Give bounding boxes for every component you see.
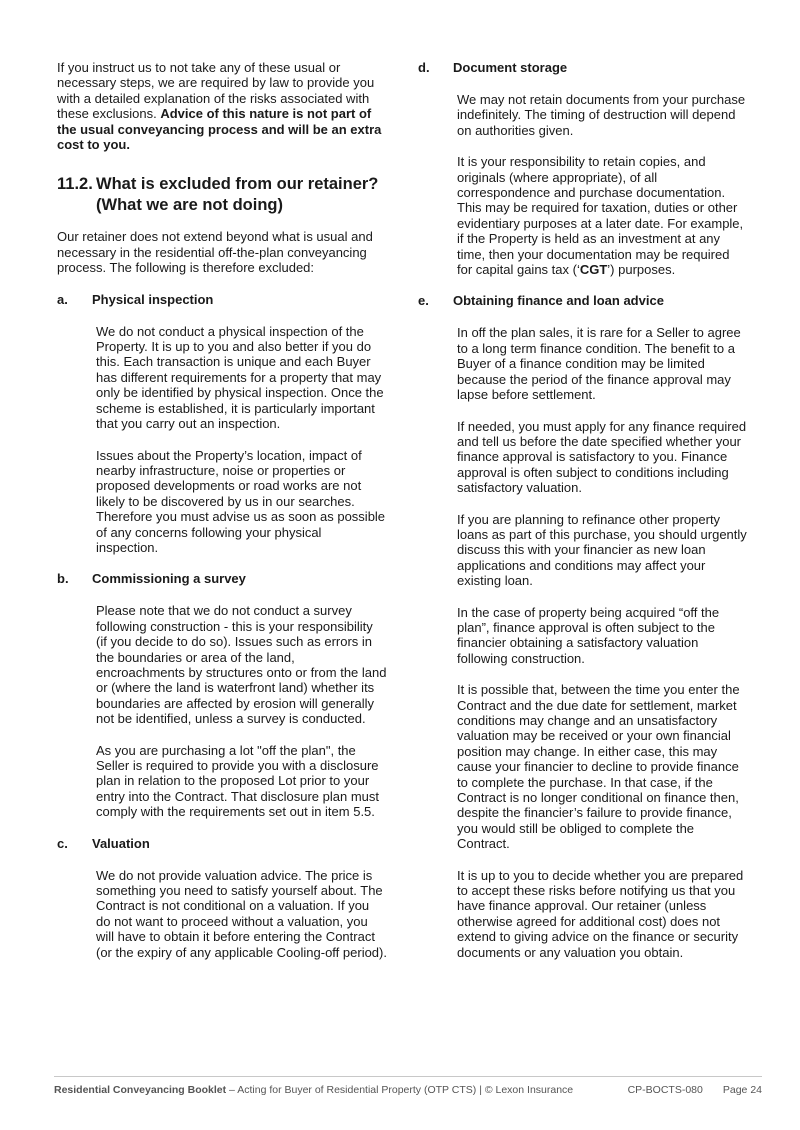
item-letter: d. (418, 60, 430, 75)
item-letter: a. (57, 291, 68, 307)
item-a-heading (57, 292, 387, 308)
page-footer (54, 1076, 762, 1097)
item-b (57, 571, 387, 819)
item-heading-text: Document storage (453, 60, 568, 75)
paragraph: It is possible that, between the time you enter the Contract and the due date for settlement, market conditions may change and an unsatisfactory valuation may be received or your own financial position may change. In either case, this may cause your financier to decline to provide finance to complete the purchase. In that case, if the Contract is no longer conditional on finance then, despite the financier’s failure to provide finance, you would still be obliged to complete the Contract. (457, 682, 740, 852)
paragraph: As you are purchasing a lot "off the plan", the Seller is required to provide you with a disclosure plan in relation to the proposed Lot prior to your entry into the Contract. That disclosure plan must comply with the requirements set out in item 5.5. (96, 742, 380, 820)
item-d-heading (418, 60, 748, 76)
section-number: 11.2. (57, 175, 93, 194)
item-a (57, 292, 387, 556)
right-column (418, 60, 748, 976)
item-e (418, 293, 748, 960)
item-heading-text: Physical inspection (92, 291, 214, 307)
text-run: It is your responsibility to retain copies, and originals (where appropriate), of all correspondence and purchase documentation. This may be required for taxation, duties or other evidentiary purposes at a later date. For example, if the Property is held as an investment at any time, then your documentation may be required for capital gains tax (‘ (457, 154, 744, 278)
paragraph: Please note that we do not conduct a survey following construction - this is your responsibility (if you decide to do so). Issues such as errors in the boundaries or area of the land, encroachments by structures onto or from the land or (where the land is waterfront land) whether its boundaries are affected by erosion will generally not be identified, unless a survey is conducted. (96, 603, 387, 727)
footer-page-number: Page 24 (722, 1084, 762, 1096)
footer-title (54, 1084, 628, 1097)
paragraph: We may not retain documents from your purchase indefinitely. The timing of destruction will depend on authorities given. (457, 92, 746, 138)
item-letter: b. (57, 571, 69, 587)
paragraph (457, 154, 748, 277)
cgt-abbreviation: CGT (579, 262, 608, 278)
footer-booklet-name: Residential Conveyancing Booklet (54, 1084, 227, 1096)
left-column (57, 60, 387, 976)
footer-subtitle: – Acting for Buyer of Residential Property (OTP CTS) | © Lexon Insurance (226, 1084, 574, 1096)
paragraph: We do not conduct a physical inspection of the Property. It is up to you and also better if you do this. Each transaction is unique and each Buyer has different requirements for a property that may only be identified by physical inspection. Once the scheme is established, it is particularly important that you carry out an inspection. (96, 323, 384, 432)
item-letter: e. (418, 293, 429, 309)
paragraph: Issues about the Property’s location, impact of nearby infrastructure, noise or properties or proposed developments or road works are not likely to be discovered by us in our searches. Therefore you must advise us as soon as possible of any concerns following your physical inspection. (96, 447, 386, 555)
item-e-heading (418, 293, 748, 309)
intro-bold-text: Advice of this nature is not part of the usual conveyancing process and will be an extra cost to you. (57, 106, 382, 153)
item-heading-text: Valuation (92, 835, 150, 851)
text-run: ’) purposes. (607, 262, 676, 278)
item-c (57, 836, 387, 960)
item-c-heading (57, 836, 387, 852)
paragraph: If you are planning to refinance other property loans as part of this purchase, you should urgently discuss this with your financier as new loan applications and conditions may affect your existing loan. (457, 511, 747, 589)
section-heading (57, 174, 387, 216)
paragraph: We do not provide valuation advice. The price is something you need to satisfy yourself about. The Contract is not conditional on a valuation. If you do not want to proceed without a valuation, you will have to obtain it before entering the Contract (or the expiry of any applicable Cooling-off period). (96, 867, 387, 960)
paragraph: If needed, you must apply for any finance required and tell us before the date specified whether your finance approval is satisfactory to you. Finance approval is often subject to conditions including satisfactory valuation. (457, 418, 747, 496)
section-title: What is excluded from our retainer? (What we are not doing) (96, 175, 379, 215)
paragraph: In off the plan sales, it is rare for a Seller to agree to a long term finance condition. The benefit to a Buyer of a finance condition may be limited because the period of the finance approval may lapse before settlement. (457, 325, 741, 403)
intro-text: If you instruct us to not take any of these usual or necessary steps, we are required by law to provide you with a detailed explanation of the risks associated with these exclusions. (57, 60, 375, 122)
paragraph: In the case of property being acquired “off the plan”, finance approval is often subject to the financier obtaining a satisfactory valuation following construction. (457, 604, 720, 666)
item-heading-text: Commissioning a survey (92, 571, 246, 587)
item-b-heading (57, 571, 387, 587)
item-heading-text: Obtaining finance and loan advice (453, 293, 664, 309)
section-intro: Our retainer does not extend beyond what is usual and necessary in the residential off-the-plan conveyancing process. The following is therefore excluded: (57, 229, 373, 276)
item-d (418, 60, 748, 277)
paragraph: It is up to you to decide whether you are prepared to accept these risks before notifying us that you have finance approval. Our retainer (unless otherwise agreed for additional cost) does not extend to giving advice on the finance or security documents or any valuation you obtain. (457, 867, 744, 960)
intro-paragraph (57, 60, 387, 152)
item-letter: c. (57, 835, 68, 851)
footer-document-code: CP-BOCTS-080 (627, 1084, 703, 1096)
